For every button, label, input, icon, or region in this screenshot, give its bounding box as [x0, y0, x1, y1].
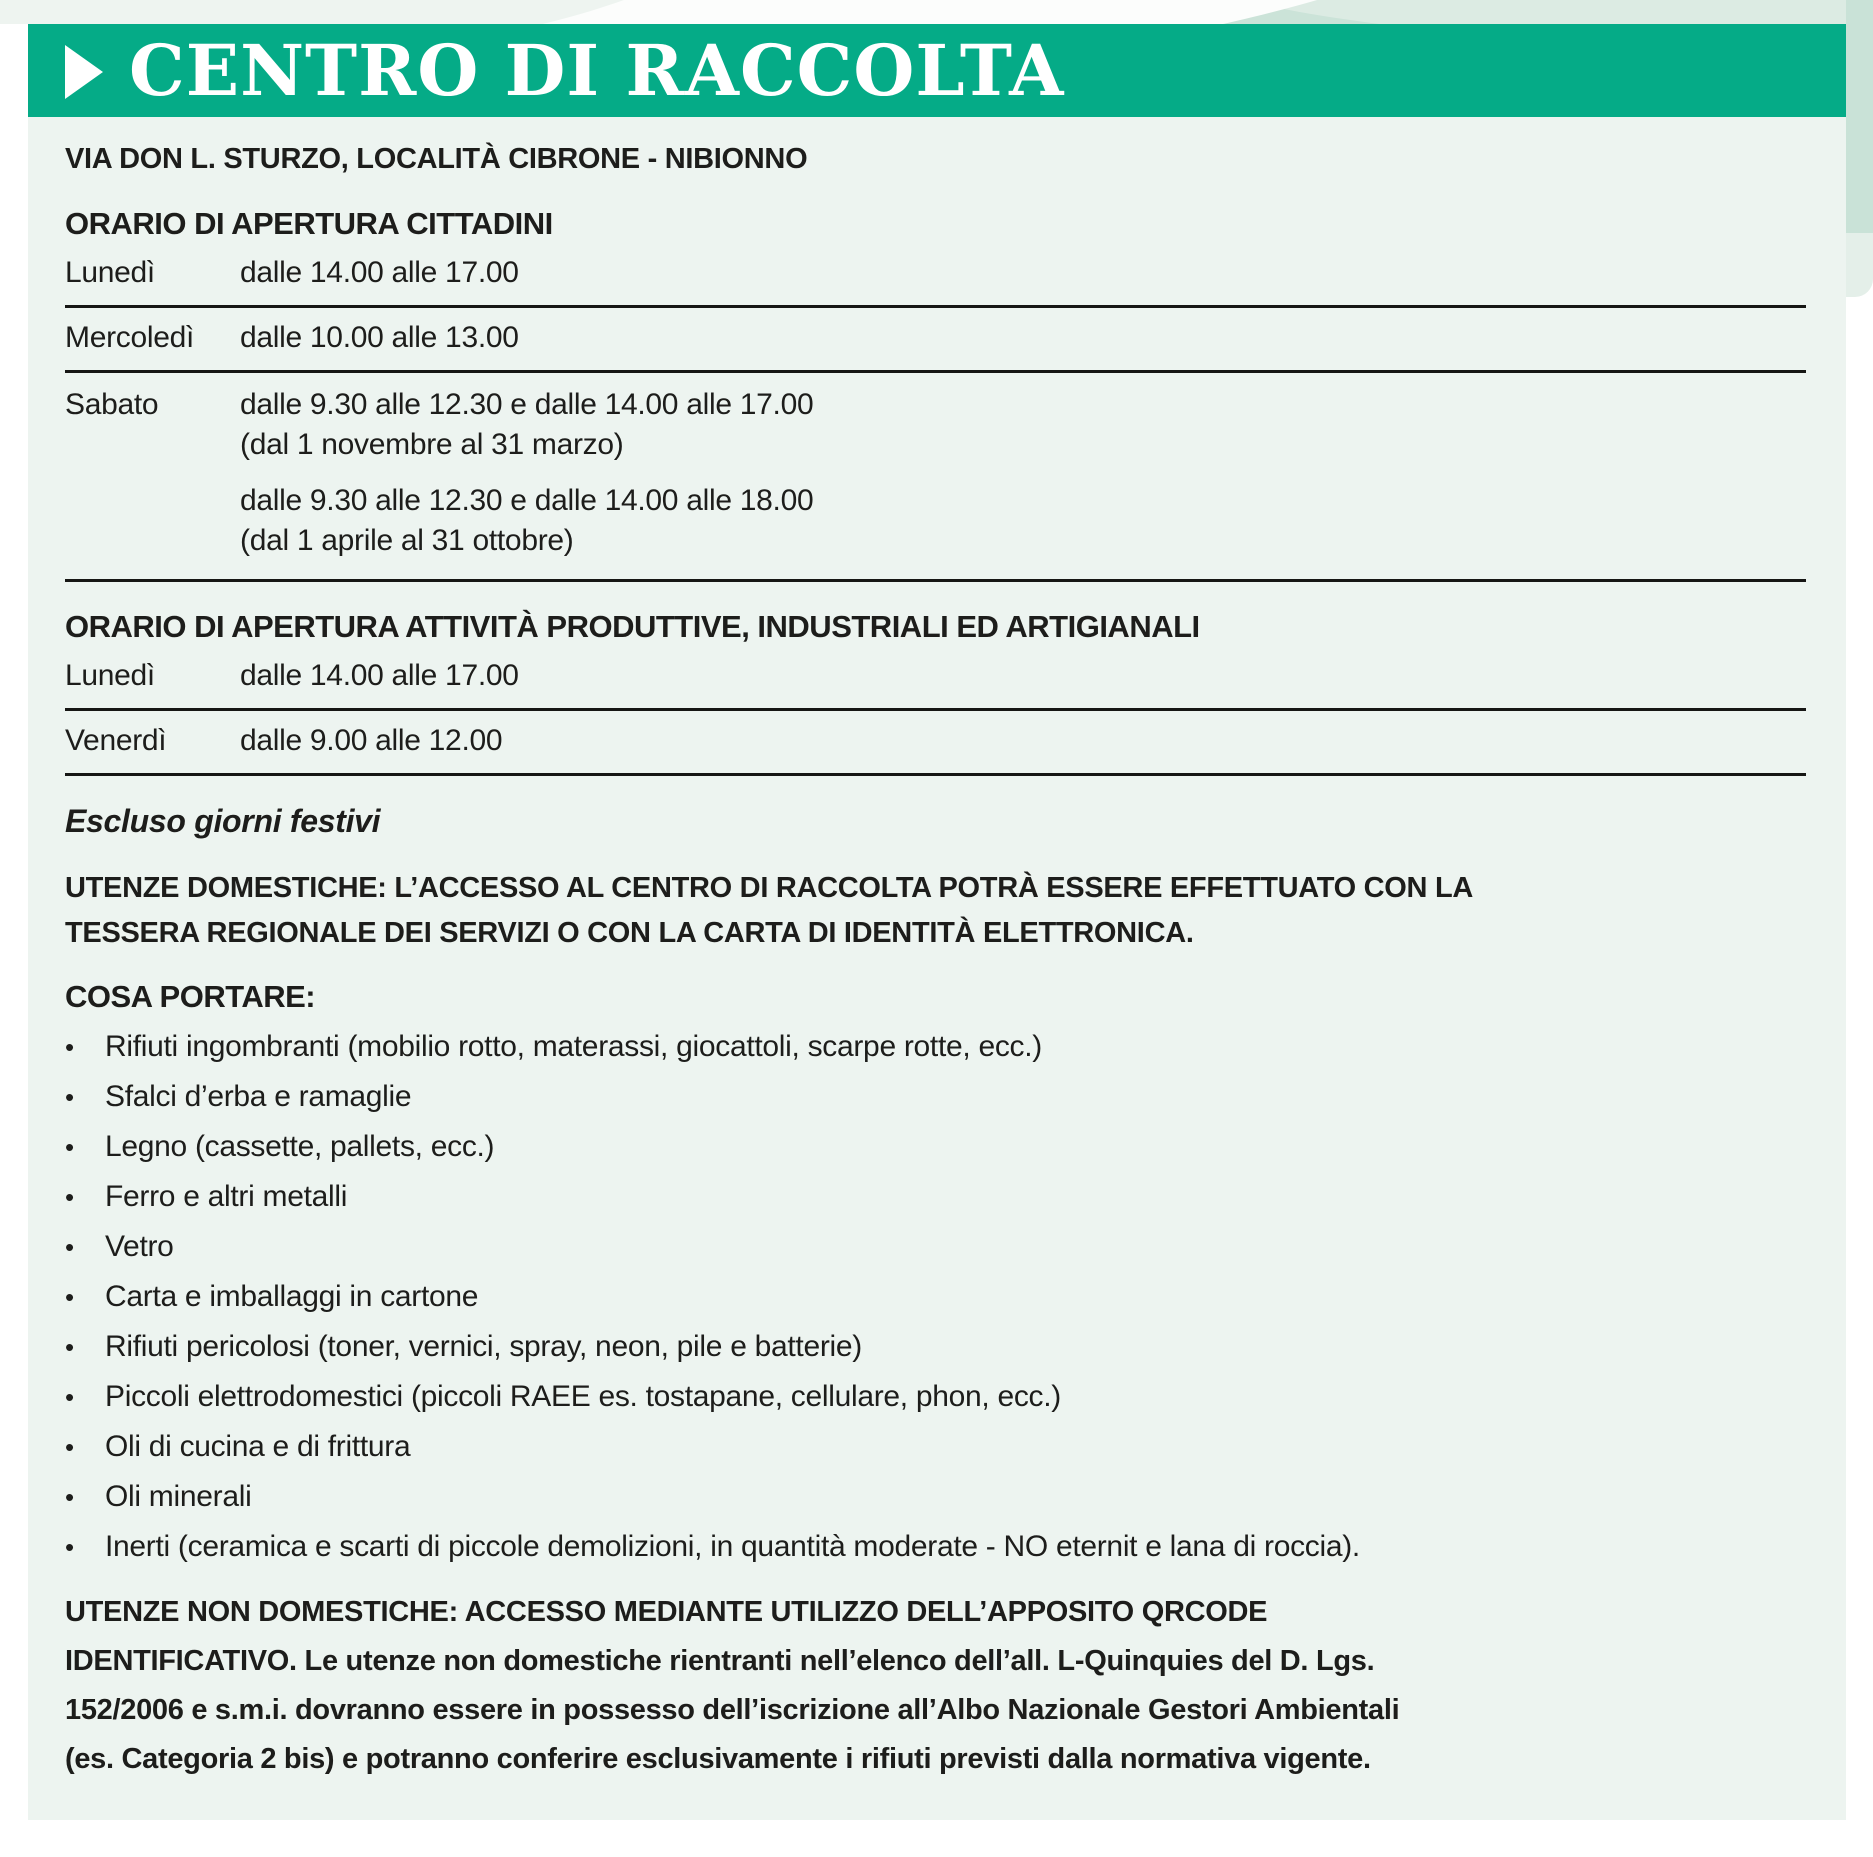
bullet-icon: • — [65, 1032, 74, 1062]
schedule-row — [65, 308, 1806, 373]
schedule-row — [65, 646, 1806, 711]
right-edge-mint-strip — [1846, 0, 1873, 233]
schedule-row — [65, 373, 1806, 582]
collection-center-panel — [28, 24, 1846, 1820]
list-item — [65, 1080, 1806, 1114]
citizens-hours-table — [65, 243, 1806, 582]
list-item-label: Rifiuti pericolosi (toner, vernici, spray, neon, pile e batterie) — [105, 1330, 862, 1363]
schedule-row — [65, 711, 1806, 776]
bullet-icon: • — [65, 1332, 74, 1362]
paragraph-line: 152/2006 e s.m.i. dovranno essere in possesso dell’iscrizione all’Albo Nazionale Gestori Ambientali — [65, 1694, 1400, 1726]
day-label: Lunedì — [65, 256, 155, 289]
time-cell — [240, 253, 1806, 293]
list-item-label: Ferro e altri metalli — [105, 1180, 348, 1213]
bullet-icon: • — [65, 1232, 74, 1262]
bullet-icon: • — [65, 1282, 74, 1312]
list-item-label: Inerti (ceramica e scarti di piccole demolizioni, in quantità moderate - NO eternit e lana di roccia). — [105, 1530, 1360, 1563]
domestic-users-note — [65, 866, 1806, 956]
paragraph-line: TESSERA REGIONALE DEI SERVIZI O CON LA CARTA DI IDENTITÀ ELETTRONICA. — [65, 917, 1194, 949]
time-cell — [240, 318, 1806, 358]
what-to-bring-list — [65, 1030, 1806, 1564]
paragraph-line: UTENZE DOMESTICHE: L’ACCESSO AL CENTRO DI RACCOLTA POTRÀ ESSERE EFFETTUATO CON LA — [65, 872, 1474, 904]
list-item — [65, 1030, 1806, 1064]
bullet-icon: • — [65, 1482, 74, 1512]
bullet-icon: • — [65, 1132, 74, 1162]
address-line: VIA DON L. STURZO, LOCALITÀ CIBRONE - NIBIONNO — [65, 143, 808, 175]
arrow-right-icon — [65, 45, 103, 99]
top-wave-decoration — [0, 0, 1873, 24]
time-label: dalle 14.00 alle 17.00 — [240, 659, 519, 692]
business-hours-heading: ORARIO DI APERTURA ATTIVITÀ PRODUTTIVE, INDUSTRIALI ED ARTIGIANALI — [65, 609, 1200, 644]
list-item-label: Oli di cucina e di frittura — [105, 1430, 411, 1463]
time-period-label: (dal 1 novembre al 31 marzo) — [240, 428, 624, 461]
day-label: Lunedì — [65, 659, 155, 692]
list-item — [65, 1330, 1806, 1364]
time-cell — [240, 721, 1806, 761]
bullet-icon: • — [65, 1182, 74, 1212]
holidays-note: Escluso giorni festivi — [65, 803, 381, 839]
list-item — [65, 1380, 1806, 1414]
list-item-label: Legno (cassette, pallets, ecc.) — [105, 1130, 495, 1163]
right-edge-light-strip — [1846, 233, 1873, 297]
bullet-icon: • — [65, 1082, 74, 1112]
paragraph-line: UTENZE NON DOMESTICHE: ACCESSO MEDIANTE UTILIZZO DELL’APPOSITO QRCODE — [65, 1596, 1268, 1628]
list-item — [65, 1230, 1806, 1264]
schedule-row — [65, 243, 1806, 308]
time-label: dalle 9.00 alle 12.00 — [240, 724, 503, 757]
day-label: Sabato — [65, 388, 159, 421]
section-header-bar — [28, 24, 1846, 117]
panel-content — [28, 117, 1846, 1820]
time-label: dalle 10.00 alle 13.00 — [240, 321, 519, 354]
list-item-label: Vetro — [105, 1230, 174, 1263]
list-item — [65, 1180, 1806, 1214]
list-item-label: Carta e imballaggi in cartone — [105, 1280, 479, 1313]
list-item — [65, 1480, 1806, 1514]
time-period-label: (dal 1 aprile al 31 ottobre) — [240, 524, 574, 557]
non-domestic-users-note — [65, 1588, 1806, 1784]
bullet-icon: • — [65, 1432, 74, 1462]
paragraph-line: IDENTIFICATIVO. Le utenze non domestiche rientranti nell’elenco dell’all. L-Quinquies del D. Lgs. — [65, 1645, 1375, 1677]
what-to-bring-heading: COSA PORTARE: — [65, 979, 316, 1014]
list-item — [65, 1530, 1806, 1564]
time-cell — [240, 656, 1806, 696]
time-label: dalle 14.00 alle 17.00 — [240, 256, 519, 289]
list-item — [65, 1130, 1806, 1164]
time-cell — [240, 385, 1806, 561]
list-item-label: Oli minerali — [105, 1480, 252, 1513]
business-hours-table — [65, 646, 1806, 776]
list-item-label: Rifiuti ingombranti (mobilio rotto, materassi, giocattoli, scarpe rotte, ecc.) — [105, 1030, 1042, 1063]
time-label: dalle 9.30 alle 12.30 e dalle 14.00 alle 17.00 — [240, 388, 814, 421]
paragraph-line: (es. Categoria 2 bis) e potranno conferire esclusivamente i rifiuti previsti dalla normativa vigente. — [65, 1743, 1371, 1775]
list-item — [65, 1280, 1806, 1314]
day-label: Venerdì — [65, 724, 167, 757]
list-item — [65, 1430, 1806, 1464]
bullet-icon: • — [65, 1382, 74, 1412]
page-title: CENTRO DI RACCOLTA — [129, 28, 1065, 112]
bullet-icon: • — [65, 1532, 74, 1562]
citizens-hours-heading: ORARIO DI APERTURA CITTADINI — [65, 206, 553, 241]
list-item-label: Sfalci d’erba e ramaglie — [105, 1080, 412, 1113]
time-label: dalle 9.30 alle 12.30 e dalle 14.00 alle 18.00 — [240, 484, 814, 517]
day-label: Mercoledì — [65, 321, 195, 354]
list-item-label: Piccoli elettrodomestici (piccoli RAEE es. tostapane, cellulare, phon, ecc.) — [105, 1380, 1061, 1413]
